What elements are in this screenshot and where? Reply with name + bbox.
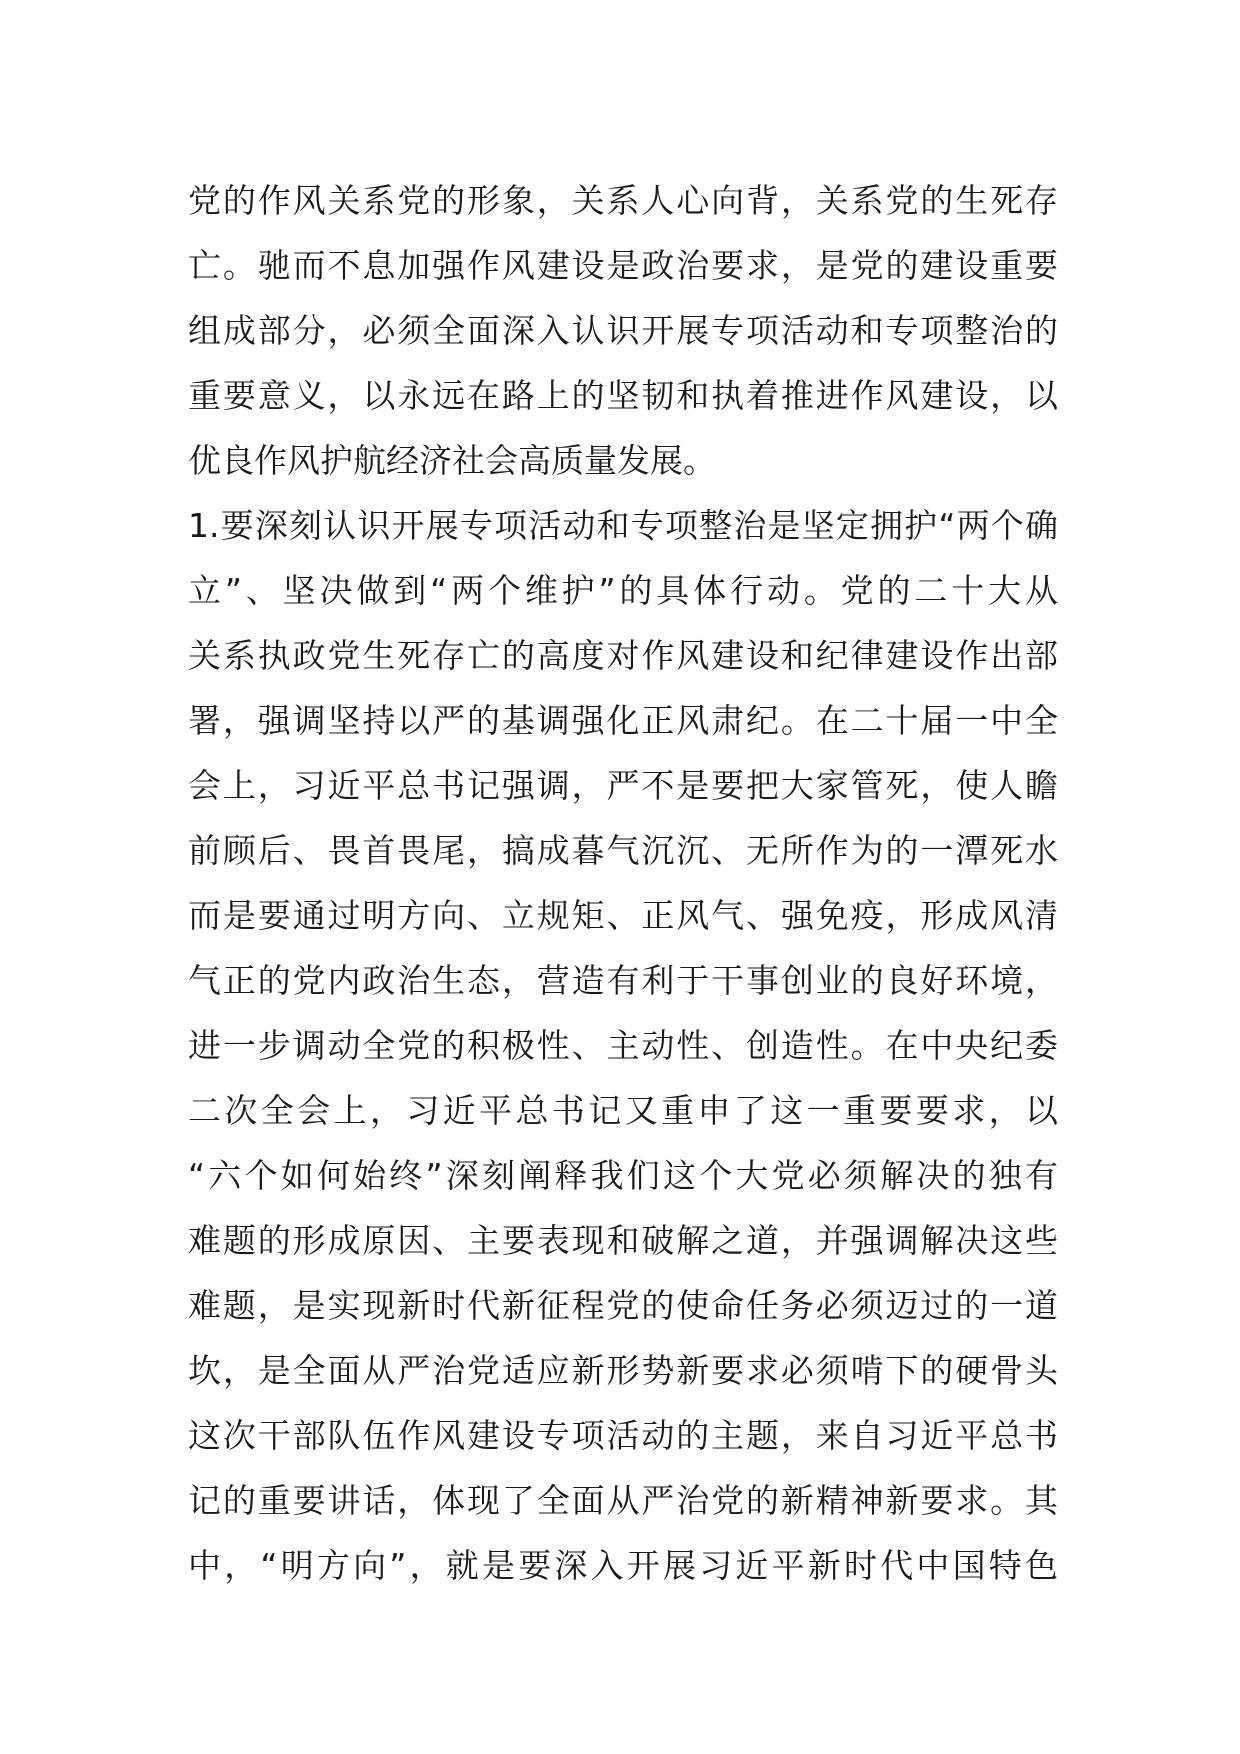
text-line: 坎，是全面从严治党适应新形势新要求必须啃下的硬骨头: [188, 1351, 1058, 1390]
text-line: 署，强调坚持以严的基调强化正风肃纪。在二十届一中全: [188, 701, 1058, 740]
text-line: 会上，习近平总书记强调，严不是要把大家管死，使人瞻: [188, 766, 1058, 805]
text-line: 关系执政党生死存亡的高度对作风建设和纪律建设作出部: [188, 636, 1058, 675]
text-line: 党的作风关系党的形象，关系人心向背，关系党的生死存: [188, 181, 1058, 220]
text-line: 二次全会上，习近平总书记又重申了这一重要要求，以: [188, 1091, 1058, 1130]
text-line: 优良作风护航经济社会高质量发展。: [188, 441, 716, 480]
text-line: 立”、坚决做到“两个维护”的具体行动。党的二十大从: [188, 571, 1058, 610]
text-line: 1.要深刻认识开展专项活动和专项整治是坚定拥护“两个确: [188, 506, 1058, 545]
text-line: “六个如何始终”深刻阐释我们这个大党必须解决的独有: [188, 1156, 1058, 1195]
text-line: 记的重要讲话，体现了全面从严治党的新精神新要求。其: [188, 1481, 1058, 1520]
text-line: 组成部分，必须全面深入认识开展专项活动和专项整治的: [188, 311, 1058, 350]
text-line: 而是要通过明方向、立规矩、正风气、强免疫，形成风清: [188, 896, 1058, 935]
text-line: 重要意义，以永远在路上的坚韧和执着推进作风建设，以: [188, 376, 1058, 415]
document-body: [188, 168, 1058, 1598]
text-line: 中，“明方向”，就是要深入开展习近平新时代中国特色: [188, 1546, 1058, 1585]
text-line: 气正的党内政治生态，营造有利于干事创业的良好环境，: [188, 961, 1058, 1000]
text-line: 亡。驰而不息加强作风建设是政治要求，是党的建设重要: [188, 246, 1058, 285]
paragraph-intro: [188, 168, 1058, 493]
text-line: 进一步调动全党的积极性、主动性、创造性。在中央纪委: [188, 1026, 1058, 1065]
text-line: 难题，是实现新时代新征程党的使命任务必须迈过的一道: [188, 1286, 1058, 1325]
text-line: 前顾后、畏首畏尾，搞成暮气沉沉、无所作为的一潭死水: [188, 831, 1058, 870]
text-line: 这次干部队伍作风建设专项活动的主题，来自习近平总书: [188, 1416, 1058, 1455]
paragraph-section-1: [188, 493, 1058, 1598]
text-line: 难题的形成原因、主要表现和破解之道，并强调解决这些: [188, 1221, 1058, 1260]
